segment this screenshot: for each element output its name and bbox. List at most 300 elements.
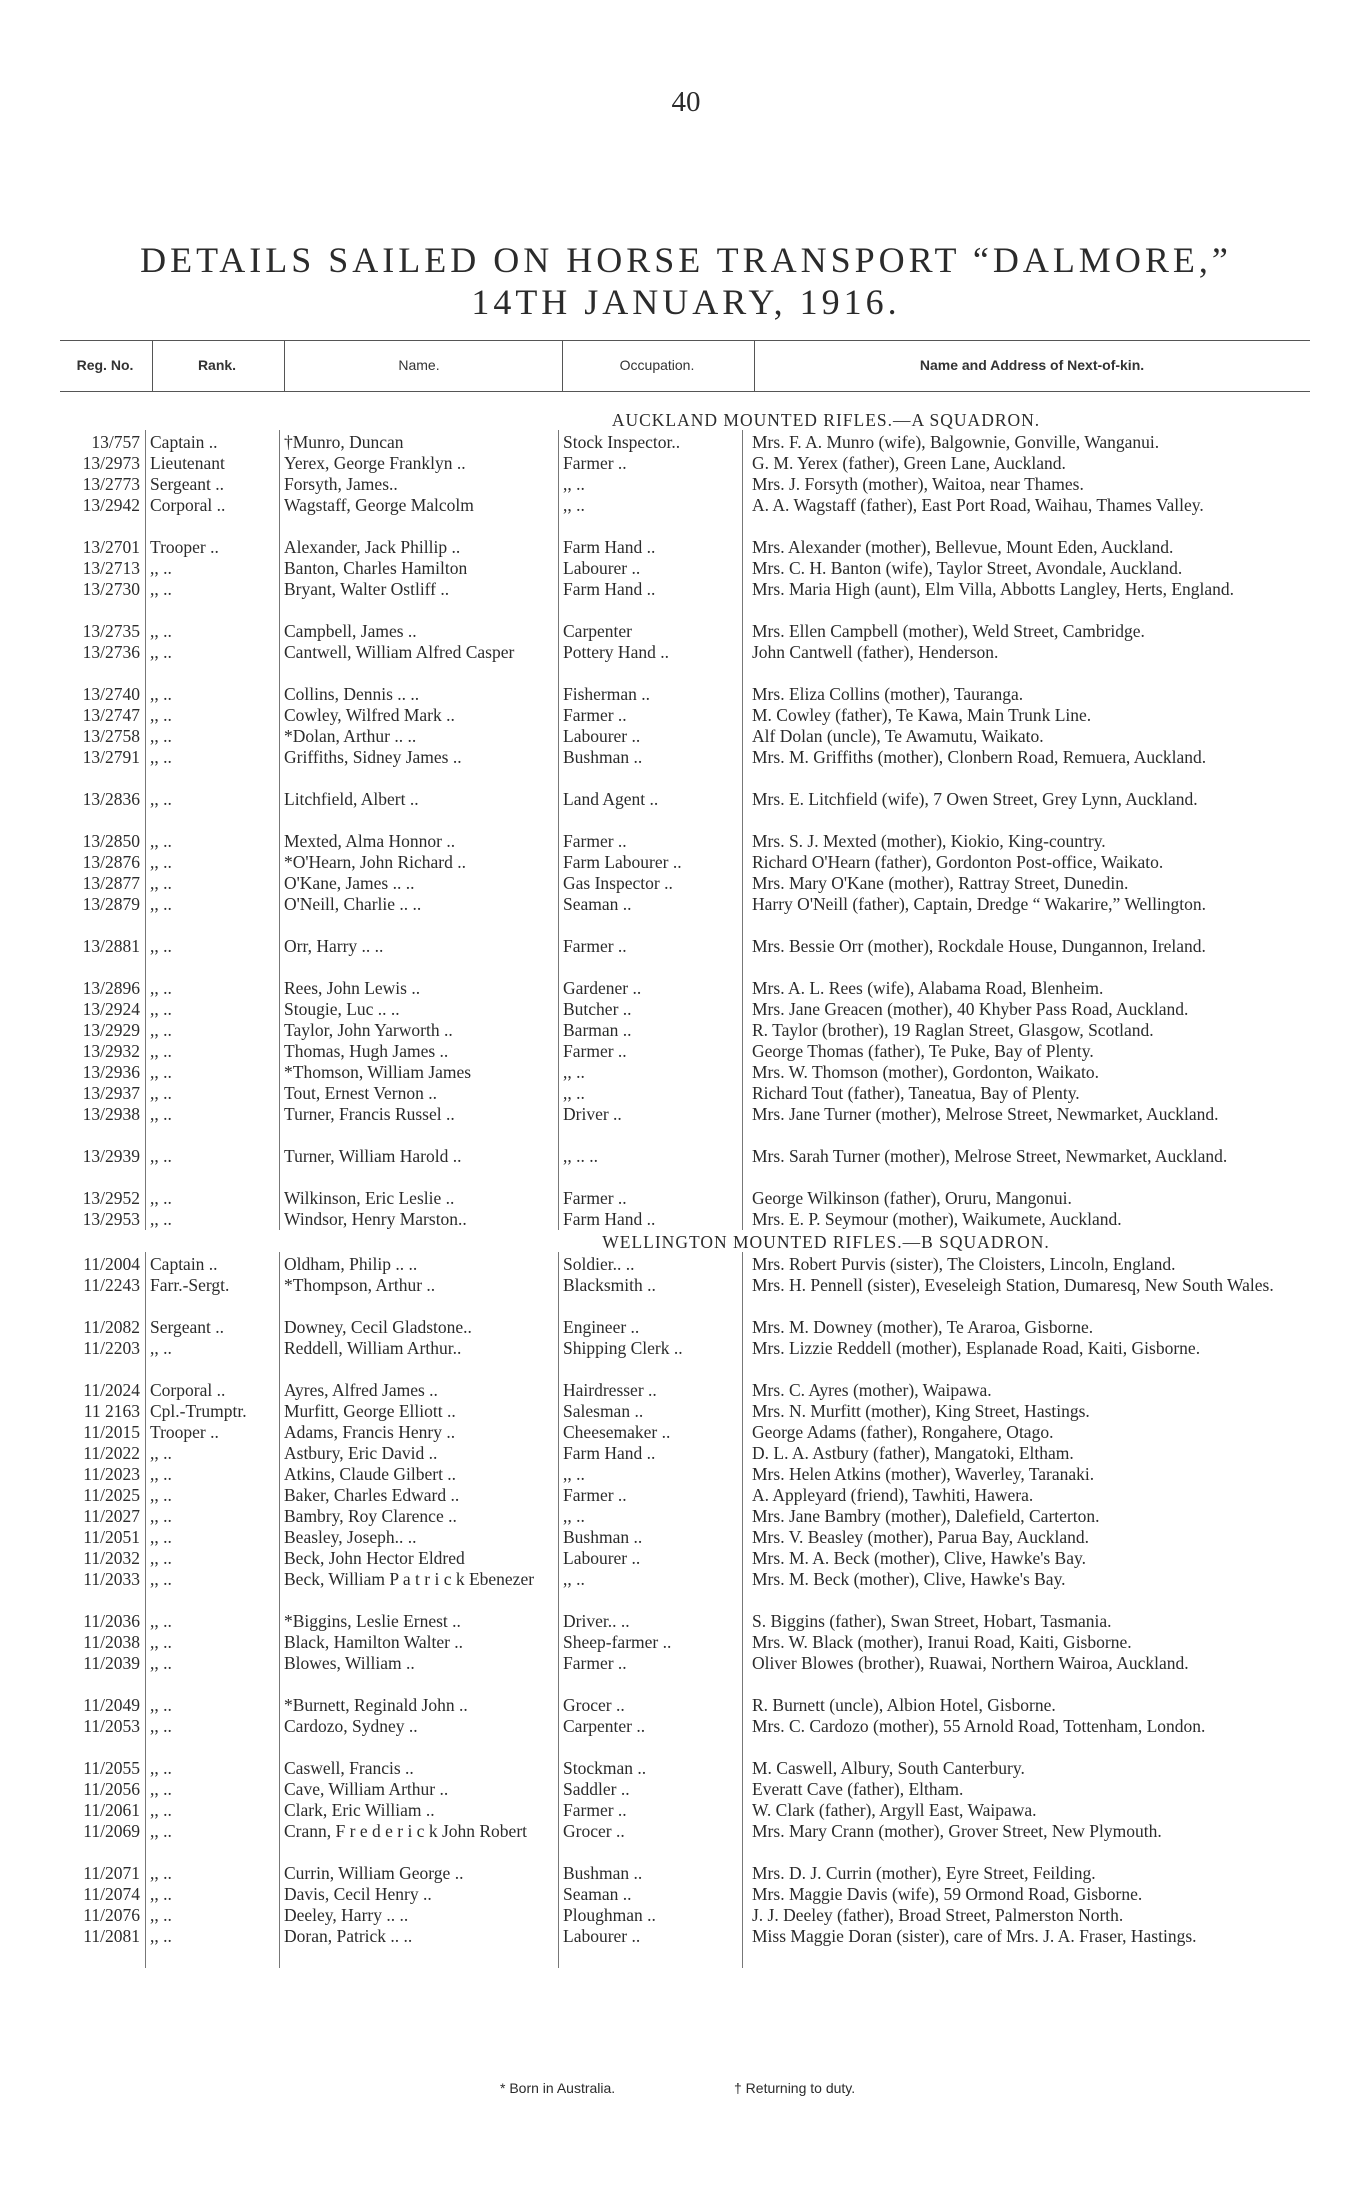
reg-number-cell: 11/2033 [83, 1569, 140, 1589]
reg-number-cell: 13/2896 [82, 978, 140, 998]
reg-number-cell: 13/2791 [82, 747, 140, 767]
name-cell: Deeley, Harry .. .. [284, 1905, 409, 1925]
next-of-kin-cell: Mrs. Jane Greacen (mother), 40 Khyber Pass Road, Auckland. [752, 999, 1189, 1019]
next-of-kin-cell: Mrs. C. Ayres (mother), Waipawa. [752, 1380, 992, 1400]
next-of-kin-cell: Miss Maggie Doran (sister), care of Mrs. J. A. Fraser, Hastings. [752, 1926, 1197, 1946]
next-of-kin-cell: Mrs. W. Thomson (mother), Gordonton, Waikato. [752, 1062, 1099, 1082]
occupation-cell: Carpenter .. [563, 1716, 646, 1736]
name-cell: O'Kane, James .. .. [284, 873, 415, 893]
table-row [0, 705, 1372, 726]
footnote-born-in-australia: * Born in Australia. [500, 2080, 616, 2096]
occupation-cell: Farm Labourer .. [563, 852, 682, 872]
occupation-cell: Seaman .. [563, 1884, 632, 1904]
rank-cell: ,, .. [150, 1104, 172, 1124]
rank-cell: Lieutenant [150, 453, 225, 473]
rank-cell: ,, .. [150, 1527, 172, 1547]
table-row [0, 453, 1372, 474]
occupation-cell: Carpenter [563, 621, 632, 641]
rank-cell: ,, .. [150, 1083, 172, 1103]
occupation-cell: Gardener .. [563, 978, 642, 998]
reg-number-cell: 13/2924 [82, 999, 140, 1019]
reg-number-cell: 11/2022 [83, 1443, 140, 1463]
next-of-kin-cell: Mrs. S. J. Mexted (mother), Kiokio, King-country. [752, 831, 1106, 851]
name-cell: Turner, Francis Russel .. [284, 1104, 455, 1124]
occupation-cell: Ploughman .. [563, 1905, 656, 1925]
next-of-kin-cell: Mrs. V. Beasley (mother), Parua Bay, Auckland. [752, 1527, 1089, 1547]
occupation-cell: Land Agent .. [563, 789, 659, 809]
occupation-cell: Farmer .. [563, 1653, 627, 1673]
occupation-cell: Labourer .. [563, 558, 641, 578]
next-of-kin-cell: Mrs. M. Beck (mother), Clive, Hawke's Bay. [752, 1569, 1066, 1589]
next-of-kin-cell: George Thomas (father), Te Puke, Bay of Plenty. [752, 1041, 1094, 1061]
section-title: WELLINGTON MOUNTED RIFLES.—B SQUADRON. [602, 1232, 1050, 1252]
occupation-cell: Farm Hand .. [563, 1443, 656, 1463]
reg-number-cell: 13/2938 [82, 1104, 140, 1124]
table-row [0, 852, 1372, 873]
name-cell: Wilkinson, Eric Leslie .. [284, 1188, 455, 1208]
table-row [0, 495, 1372, 537]
reg-number-cell: 13/2713 [82, 558, 140, 578]
name-cell: Baker, Charles Edward .. [284, 1485, 460, 1505]
next-of-kin-cell: Mrs. W. Black (mother), Iranui Road, Kaiti, Gisborne. [752, 1632, 1132, 1652]
column-rule [558, 430, 559, 1230]
reg-number-cell: 11/2036 [83, 1611, 140, 1631]
reg-number-cell: 11/2032 [83, 1548, 140, 1568]
reg-number-cell: 11 2163 [83, 1401, 140, 1421]
occupation-cell: Farmer .. [563, 1800, 627, 1820]
next-of-kin-cell: W. Clark (father), Argyll East, Waipawa. [752, 1800, 1037, 1820]
next-of-kin-cell: Everatt Cave (father), Eltham. [752, 1779, 964, 1799]
rank-cell: ,, .. [150, 1716, 172, 1736]
rank-cell: ,, .. [150, 1209, 172, 1229]
name-cell: Davis, Cecil Henry .. [284, 1884, 432, 1904]
next-of-kin-cell: Mrs. C. H. Banton (wife), Taylor Street, Avondale, Auckland. [752, 558, 1183, 578]
occupation-cell: Seaman .. [563, 894, 632, 914]
name-cell: Crann, F r e d e r i c k John Robert [284, 1821, 528, 1841]
reg-number-cell: 13/2836 [82, 789, 140, 809]
table-row [0, 1821, 1372, 1863]
next-of-kin-cell: Mrs. C. Cardozo (mother), 55 Arnold Road, Tottenham, London. [752, 1716, 1206, 1736]
reg-number-cell: 11/2082 [83, 1317, 140, 1337]
column-header-reg-no: Reg. No. [76, 357, 134, 373]
rank-cell: Trooper .. [150, 537, 219, 557]
rank-cell: ,, .. [150, 1464, 172, 1484]
next-of-kin-cell: Mrs. D. J. Currin (mother), Eyre Street, Feilding. [752, 1863, 1096, 1883]
rank-cell: ,, .. [150, 1062, 172, 1082]
occupation-cell: Farmer .. [563, 1188, 627, 1208]
occupation-cell: ,, .. [563, 1083, 585, 1103]
occupation-cell: Labourer .. [563, 1548, 641, 1568]
name-cell: Bambry, Roy Clarence .. [284, 1506, 457, 1526]
rank-cell: ,, .. [150, 1653, 172, 1673]
name-cell: Doran, Patrick .. .. [284, 1926, 413, 1946]
rank-cell: ,, .. [150, 1548, 172, 1568]
occupation-cell: Bushman .. [563, 1527, 643, 1547]
table-row [0, 1779, 1372, 1800]
name-cell: Adams, Francis Henry .. [284, 1422, 456, 1442]
table-row [0, 537, 1372, 558]
rank-cell: ,, .. [150, 1338, 172, 1358]
reg-number-cell: 11/2076 [83, 1905, 140, 1925]
table-row [0, 1020, 1372, 1041]
rank-cell: ,, .. [150, 1779, 172, 1799]
table-row [0, 936, 1372, 978]
reg-number-cell: 13/2879 [82, 894, 140, 914]
table-row [0, 1506, 1372, 1527]
occupation-cell: Farmer .. [563, 831, 627, 851]
next-of-kin-cell: Mrs. Bessie Orr (mother), Rockdale House, Dungannon, Ireland. [752, 936, 1206, 956]
rank-cell: ,, .. [150, 1905, 172, 1925]
reg-number-cell: 11/2024 [83, 1380, 140, 1400]
column-header-next-of-kin: Name and Address of Next-of-kin. [919, 357, 1145, 373]
next-of-kin-cell: J. J. Deeley (father), Broad Street, Palmerston North. [752, 1905, 1124, 1925]
name-cell: Caswell, Francis .. [284, 1758, 414, 1778]
reg-number-cell: 13/2736 [82, 642, 140, 662]
rank-cell: ,, .. [150, 852, 172, 872]
next-of-kin-cell: Mrs. J. Forsyth (mother), Waitoa, near Thames. [752, 474, 1084, 494]
next-of-kin-cell: Mrs. M. Griffiths (mother), Clonbern Road, Remuera, Auckland. [752, 747, 1207, 767]
table-row [0, 1104, 1372, 1146]
occupation-cell: Fisherman .. [563, 684, 651, 704]
table-row [0, 1800, 1372, 1821]
name-cell: *O'Hearn, John Richard .. [284, 852, 466, 872]
rank-cell: ,, .. [150, 1821, 172, 1841]
next-of-kin-cell: Mrs. M. A. Beck (mother), Clive, Hawke's Bay. [752, 1548, 1086, 1568]
name-cell: Orr, Harry .. .. [284, 936, 384, 956]
next-of-kin-cell: A. A. Wagstaff (father), East Port Road, Waihau, Thames Valley. [752, 495, 1204, 515]
rank-cell: ,, .. [150, 1926, 172, 1946]
table-row [0, 1254, 1372, 1275]
table-row [0, 1653, 1372, 1695]
name-cell: Oldham, Philip .. .. [284, 1254, 418, 1274]
occupation-cell: Salesman .. [563, 1401, 644, 1421]
name-cell: Thomas, Hugh James .. [284, 1041, 449, 1061]
rank-cell: ,, .. [150, 1146, 172, 1166]
occupation-cell: Farm Hand .. [563, 1209, 656, 1229]
next-of-kin-cell: Mrs. Mary O'Kane (mother), Rattray Street, Dunedin. [752, 873, 1129, 893]
name-cell: Yerex, George Franklyn .. [284, 453, 466, 473]
occupation-cell: Butcher .. [563, 999, 632, 1019]
name-cell: Cowley, Wilfred Mark .. [284, 705, 455, 725]
rank-cell: ,, .. [150, 1695, 172, 1715]
table-row [0, 432, 1372, 453]
rank-cell: ,, .. [150, 1611, 172, 1631]
reg-number-cell: 11/2015 [83, 1422, 140, 1442]
name-cell: Stougie, Luc .. .. [284, 999, 400, 1019]
occupation-cell: Farmer .. [563, 705, 627, 725]
next-of-kin-cell: Mrs. Lizzie Reddell (mother), Esplanade Road, Kaiti, Gisborne. [752, 1338, 1201, 1358]
name-cell: Downey, Cecil Gladstone.. [284, 1317, 472, 1337]
rank-cell: ,, .. [150, 621, 172, 641]
next-of-kin-cell: Mrs. N. Murfitt (mother), King Street, Hastings. [752, 1401, 1090, 1421]
name-cell: Murfitt, George Elliott .. [284, 1401, 456, 1421]
next-of-kin-cell: Mrs. M. Downey (mother), Te Araroa, Gisborne. [752, 1317, 1094, 1337]
table-row [0, 1380, 1372, 1401]
table-row [0, 726, 1372, 747]
reg-number-cell: 11/2203 [83, 1338, 140, 1358]
next-of-kin-cell: R. Taylor (brother), 19 Raglan Street, Glasgow, Scotland. [752, 1020, 1154, 1040]
reg-number-cell: 13/2953 [82, 1209, 140, 1229]
rank-cell: Captain .. [150, 432, 218, 452]
next-of-kin-cell: Mrs. Helen Atkins (mother), Waverley, Taranaki. [752, 1464, 1095, 1484]
reg-number-cell: 11/2038 [83, 1632, 140, 1652]
rank-cell: Corporal .. [150, 1380, 226, 1400]
table-row [0, 1464, 1372, 1485]
table-row [0, 1401, 1372, 1422]
rank-cell: ,, .. [150, 1800, 172, 1820]
occupation-cell: Hairdresser .. [563, 1380, 657, 1400]
table-row [0, 1041, 1372, 1062]
next-of-kin-cell: Mrs. Eliza Collins (mother), Tauranga. [752, 684, 1024, 704]
reg-number-cell: 11/2071 [83, 1863, 140, 1883]
table-row [0, 474, 1372, 495]
reg-number-cell: 11/2051 [83, 1527, 140, 1547]
rank-cell: ,, .. [150, 1863, 172, 1883]
name-cell: Collins, Dennis .. .. [284, 684, 420, 704]
rank-cell: ,, .. [150, 789, 172, 809]
table-row [0, 789, 1372, 831]
column-rule [279, 1252, 280, 1968]
occupation-cell: Labourer .. [563, 726, 641, 746]
occupation-cell: Grocer .. [563, 1695, 625, 1715]
occupation-cell: Driver .. [563, 1104, 622, 1124]
rank-cell: ,, .. [150, 705, 172, 725]
next-of-kin-cell: Mrs. Jane Turner (mother), Melrose Street, Newmarket, Auckland. [752, 1104, 1219, 1124]
table-row [0, 1317, 1372, 1338]
next-of-kin-cell: M. Caswell, Albury, South Canterbury. [752, 1758, 1025, 1778]
reg-number-cell: 11/2056 [83, 1779, 140, 1799]
next-of-kin-cell: Mrs. Alexander (mother), Bellevue, Mount Eden, Auckland. [752, 537, 1174, 557]
name-cell: Banton, Charles Hamilton [284, 558, 468, 578]
section-title: AUCKLAND MOUNTED RIFLES.—A SQUADRON. [611, 410, 1041, 430]
name-cell: Wagstaff, George Malcolm [284, 495, 474, 515]
occupation-cell: ,, .. [563, 474, 585, 494]
reg-number-cell: 11/2081 [83, 1926, 140, 1946]
reg-number-cell: 13/2942 [82, 495, 140, 515]
occupation-cell: Barman .. [563, 1020, 632, 1040]
name-cell: *Biggins, Leslie Ernest .. [284, 1611, 461, 1631]
column-rule [742, 430, 743, 1230]
rank-cell: ,, .. [150, 684, 172, 704]
reg-number-cell: 13/2929 [82, 1020, 140, 1040]
table-row [0, 1716, 1372, 1758]
occupation-cell: Bushman .. [563, 1863, 643, 1883]
table-row [0, 1422, 1372, 1443]
next-of-kin-cell: Mrs. Maria High (aunt), Elm Villa, Abbotts Langley, Herts, England. [752, 579, 1235, 599]
occupation-cell: Grocer .. [563, 1821, 625, 1841]
occupation-cell: Farmer .. [563, 453, 627, 473]
occupation-cell: Stockman .. [563, 1758, 647, 1778]
occupation-cell: Farmer .. [563, 1485, 627, 1505]
table-row [0, 1209, 1372, 1230]
name-cell: Mexted, Alma Honnor .. [284, 831, 456, 851]
reg-number-cell: 11/2023 [83, 1464, 140, 1484]
next-of-kin-cell: Mrs. Ellen Campbell (mother), Weld Street, Cambridge. [752, 621, 1145, 641]
name-cell: Beck, William P a t r i c k Ebenezer [284, 1569, 535, 1589]
name-cell: Bryant, Walter Ostliff .. [284, 579, 450, 599]
table-row [0, 1884, 1372, 1905]
name-cell: Alexander, Jack Phillip .. [284, 537, 461, 557]
rank-cell: ,, .. [150, 747, 172, 767]
table-row [0, 978, 1372, 999]
occupation-cell: Pottery Hand .. [563, 642, 669, 662]
column-header-rank: Rank. [197, 357, 237, 373]
column-rule [145, 430, 146, 1230]
rank-cell: Captain .. [150, 1254, 218, 1274]
reg-number-cell: 13/2936 [82, 1062, 140, 1082]
reg-number-cell: 11/2074 [83, 1884, 140, 1904]
rank-cell: ,, .. [150, 558, 172, 578]
next-of-kin-cell: Mrs. E. P. Seymour (mother), Waikumete, Auckland. [752, 1209, 1122, 1229]
rank-cell: Corporal .. [150, 495, 226, 515]
reg-number-cell: 13/2730 [82, 579, 140, 599]
next-of-kin-cell: Harry O'Neill (father), Captain, Dredge “ Wakarire,” Wellington. [752, 894, 1207, 914]
reg-number-cell: 13/2939 [82, 1146, 140, 1166]
name-cell: Astbury, Eric David .. [284, 1443, 438, 1463]
table-row [0, 1548, 1372, 1569]
occupation-cell: Bushman .. [563, 747, 643, 767]
reg-number-cell: 13/2937 [82, 1083, 140, 1103]
next-of-kin-cell: John Cantwell (father), Henderson. [752, 642, 999, 662]
column-header-name: Name. [398, 357, 440, 373]
column-rule [145, 1252, 146, 1968]
occupation-cell: Driver.. .. [563, 1611, 630, 1631]
rank-cell: ,, .. [150, 1485, 172, 1505]
occupation-cell: Farm Hand .. [563, 537, 656, 557]
table-row [0, 894, 1372, 936]
reg-number-cell: 13/2773 [82, 474, 140, 494]
name-cell: Ayres, Alfred James .. [284, 1380, 438, 1400]
name-cell: Campbell, James .. [284, 621, 417, 641]
name-cell: Blowes, William .. [284, 1653, 415, 1673]
name-cell: Griffiths, Sidney James .. [284, 747, 462, 767]
name-cell: Tout, Ernest Vernon .. [284, 1083, 438, 1103]
name-cell: Windsor, Henry Marston.. [284, 1209, 467, 1229]
column-header-occupation: Occupation. [619, 357, 695, 373]
reg-number-cell: 13/2850 [82, 831, 140, 851]
reg-number-cell: 11/2243 [83, 1275, 140, 1295]
reg-number-cell: 13/757 [91, 432, 140, 452]
column-rule [558, 1252, 559, 1968]
page-title: DETAILS SAILED ON HORSE TRANSPORT “DALMORE,” [140, 240, 1232, 280]
name-cell: Forsyth, James.. [284, 474, 398, 494]
table-row [0, 1758, 1372, 1779]
reg-number-cell: 13/2701 [82, 537, 140, 557]
table-row [0, 621, 1372, 642]
rank-cell: ,, .. [150, 873, 172, 893]
table-row [0, 873, 1372, 894]
table-row [0, 684, 1372, 705]
reg-number-cell: 11/2069 [83, 1821, 140, 1841]
next-of-kin-cell: Mrs. A. L. Rees (wife), Alabama Road, Blenheim. [752, 978, 1104, 998]
occupation-cell: Cheesemaker .. [563, 1422, 671, 1442]
reg-number-cell: 11/2027 [83, 1506, 140, 1526]
name-cell: Beasley, Joseph.. .. [284, 1527, 417, 1547]
next-of-kin-cell: Mrs. H. Pennell (sister), Eveseleigh Station, Dumaresq, New South Wales. [752, 1275, 1274, 1295]
occupation-cell: Shipping Clerk .. [563, 1338, 683, 1358]
rank-cell: ,, .. [150, 1758, 172, 1778]
name-cell: Black, Hamilton Walter .. [284, 1632, 464, 1652]
rank-cell: Farr.-Sergt. [150, 1275, 230, 1295]
next-of-kin-cell: M. Cowley (father), Te Kawa, Main Trunk Line. [752, 705, 1092, 725]
occupation-cell: Stock Inspector.. [563, 432, 681, 452]
rank-cell: ,, .. [150, 1188, 172, 1208]
table-row [0, 1863, 1372, 1884]
reg-number-cell: 11/2055 [83, 1758, 140, 1778]
reg-number-cell: 13/2747 [82, 705, 140, 725]
table-header [60, 340, 1310, 392]
name-cell: O'Neill, Charlie .. .. [284, 894, 422, 914]
table-row [0, 1146, 1372, 1188]
name-cell: Reddell, William Arthur.. [284, 1338, 462, 1358]
table-row [0, 1188, 1372, 1209]
name-cell: Atkins, Claude Gilbert .. [284, 1464, 457, 1484]
table-row [0, 747, 1372, 789]
rank-cell: ,, .. [150, 1020, 172, 1040]
occupation-cell: Blacksmith .. [563, 1275, 656, 1295]
table-row [0, 1611, 1372, 1632]
occupation-cell: ,, .. [563, 1569, 585, 1589]
table-row [0, 1443, 1372, 1464]
table-row [0, 642, 1372, 684]
next-of-kin-cell: Mrs. E. Litchfield (wife), 7 Owen Street, Grey Lynn, Auckland. [752, 789, 1198, 809]
reg-number-cell: 11/2053 [83, 1716, 140, 1736]
table-row [0, 579, 1372, 621]
rank-cell: Sergeant .. [150, 474, 225, 494]
page-number: 40 [671, 86, 701, 118]
next-of-kin-cell: S. Biggins (father), Swan Street, Hobart, Tasmania. [752, 1611, 1112, 1631]
name-cell: Cave, William Arthur .. [284, 1779, 449, 1799]
occupation-cell: ,, .. [563, 1464, 585, 1484]
next-of-kin-cell: Alf Dolan (uncle), Te Awamutu, Waikato. [752, 726, 1044, 746]
occupation-cell: Gas Inspector .. [563, 873, 673, 893]
table-row [0, 1926, 1372, 1968]
next-of-kin-cell: Mrs. Sarah Turner (mother), Melrose Street, Newmarket, Auckland. [752, 1146, 1228, 1166]
occupation-cell: Saddler .. [563, 1779, 630, 1799]
reg-number-cell: 11/2004 [83, 1254, 140, 1274]
next-of-kin-cell: D. L. A. Astbury (father), Mangatoki, Eltham. [752, 1443, 1074, 1463]
occupation-cell: Soldier.. .. [563, 1254, 635, 1274]
occupation-cell: Farmer .. [563, 936, 627, 956]
table-row [0, 1062, 1372, 1083]
reg-number-cell: 11/2049 [83, 1695, 140, 1715]
occupation-cell: ,, .. .. [563, 1146, 598, 1166]
rank-cell: Trooper .. [150, 1422, 219, 1442]
name-cell: *Thompson, Arthur .. [284, 1275, 436, 1295]
rank-cell: ,, .. [150, 831, 172, 851]
rank-cell: ,, .. [150, 1506, 172, 1526]
reg-number-cell: 13/2881 [82, 936, 140, 956]
rank-cell: ,, .. [150, 1884, 172, 1904]
name-cell: †Munro, Duncan [284, 432, 404, 452]
reg-number-cell: 13/2876 [82, 852, 140, 872]
next-of-kin-cell: Mrs. Jane Bambry (mother), Dalefield, Carterton. [752, 1506, 1100, 1526]
next-of-kin-cell: Richard Tout (father), Taneatua, Bay of Plenty. [752, 1083, 1080, 1103]
name-cell: Rees, John Lewis .. [284, 978, 421, 998]
name-cell: Currin, William George .. [284, 1863, 464, 1883]
name-cell: Clark, Eric William .. [284, 1800, 435, 1820]
column-rule [742, 1252, 743, 1968]
next-of-kin-cell: Mrs. F. A. Munro (wife), Balgownie, Gonville, Wanganui. [752, 432, 1160, 452]
table-row [0, 1632, 1372, 1653]
table-row [0, 1083, 1372, 1104]
reg-number-cell: 11/2025 [83, 1485, 140, 1505]
rank-cell: ,, .. [150, 894, 172, 914]
rank-cell: Sergeant .. [150, 1317, 225, 1337]
rank-cell: ,, .. [150, 978, 172, 998]
table-row [0, 1569, 1372, 1611]
reg-number-cell: 13/2735 [82, 621, 140, 641]
